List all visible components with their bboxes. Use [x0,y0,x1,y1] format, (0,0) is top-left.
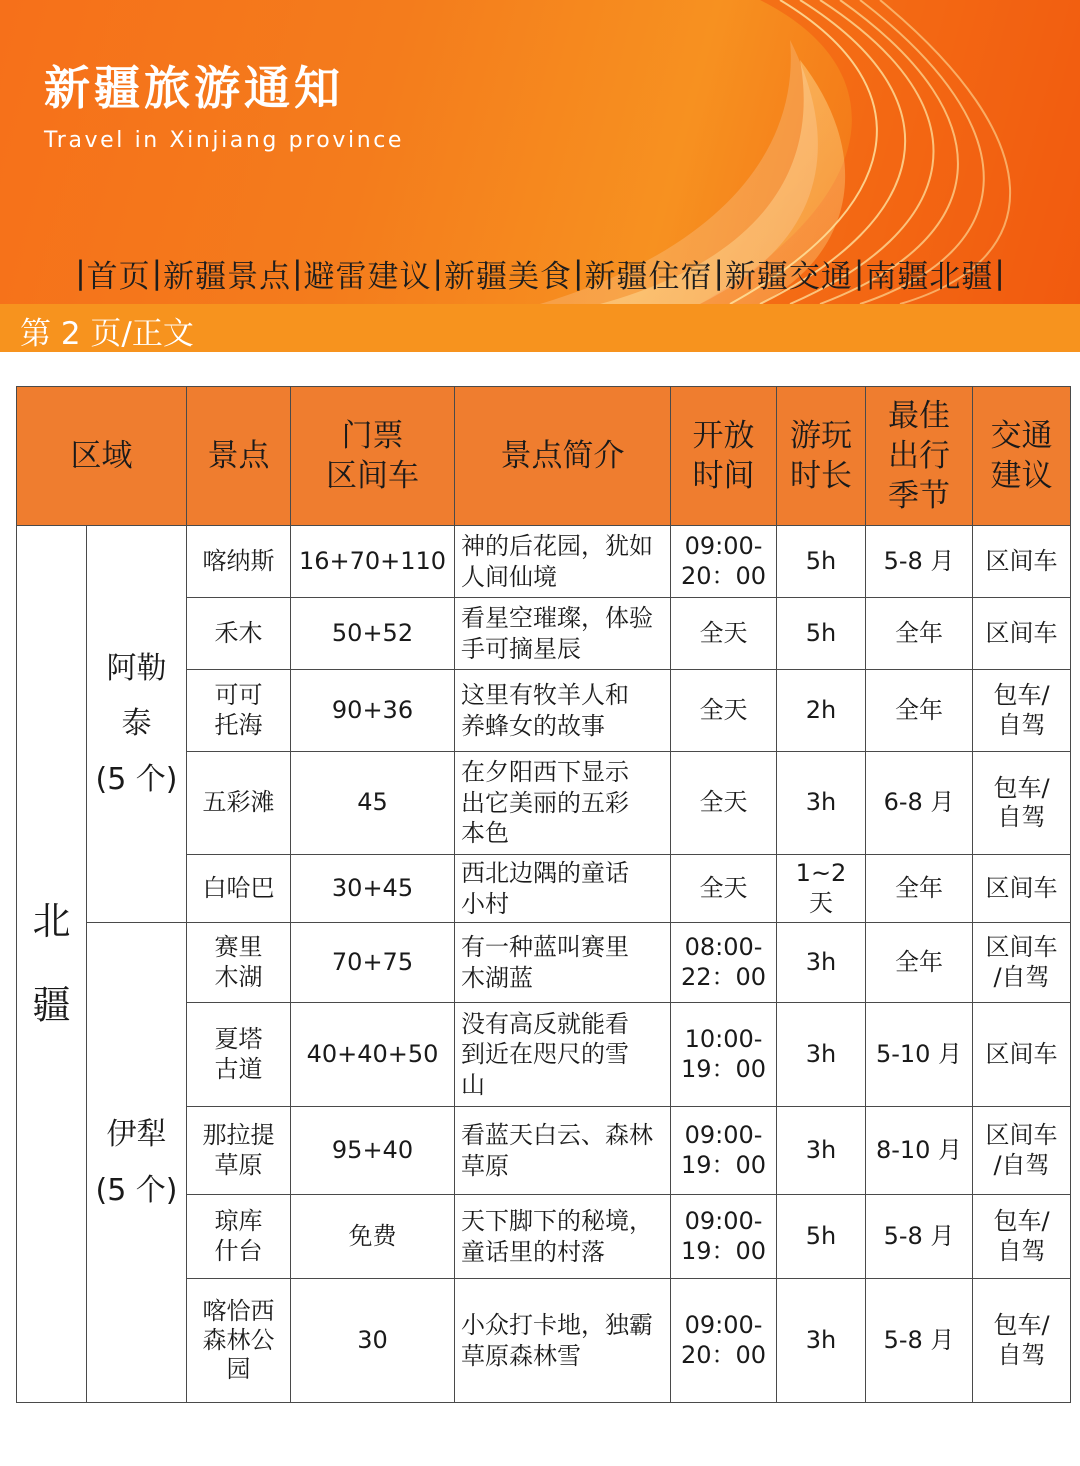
spot-intro: 西北边隅的童话 小村 [455,855,671,923]
ticket-price: 70+75 [291,923,455,1003]
transport-advice: 区间车 [973,1003,1071,1107]
spot-name: 喀恰西 森林公 园 [187,1279,291,1403]
best-season: 5-10 月 [866,1003,973,1107]
open-hours: 全天 [671,598,777,670]
open-hours: 09:00- 20：00 [671,526,777,598]
nav-separator: | [75,255,86,291]
nav-link-transport[interactable]: 新疆交通 [724,258,853,295]
transport-advice: 包车/ 自驾 [973,752,1071,855]
nav-link-south-north[interactable]: 南疆北疆 [865,258,994,295]
area-altay: 阿勒 泰 (5 个) [87,526,187,923]
best-season: 5-8 月 [866,1279,973,1403]
spot-name: 白哈巴 [187,855,291,923]
nav-bar [0,248,1080,298]
transport-advice: 包车/ 自驾 [973,670,1071,752]
nav-separator: | [432,255,443,291]
nav-link-lodging[interactable]: 新疆住宿 [584,258,713,295]
visit-duration: 3h [777,1107,866,1195]
transport-advice: 区间车 [973,855,1071,923]
spot-intro: 神的后花园，犹如 人间仙境 [455,526,671,598]
ticket-price: 16+70+110 [291,526,455,598]
ticket-price: 90+36 [291,670,455,752]
visit-duration: 5h [777,1195,866,1279]
best-season: 全年 [866,598,973,670]
transport-advice: 包车/ 自驾 [973,1195,1071,1279]
best-season: 全年 [866,670,973,752]
spot-intro: 看星空璀璨，体验 手可摘星辰 [455,598,671,670]
transport-advice: 区间车 /自驾 [973,1107,1071,1195]
header-region: 区域 [17,387,187,526]
open-hours: 全天 [671,670,777,752]
spot-name: 夏塔 古道 [187,1003,291,1107]
page-indicator: 第 2 页/正文 [20,316,194,352]
spot-name: 那拉提 草原 [187,1107,291,1195]
region-north-xinjiang: 北 疆 [17,526,87,1403]
nav-separator: | [292,255,303,291]
ticket-price: 40+40+50 [291,1003,455,1107]
best-season: 全年 [866,855,973,923]
spot-intro: 在夕阳西下显示 出它美丽的五彩 本色 [455,752,671,855]
nav-separator: | [853,255,865,291]
open-hours: 09:00- 19：00 [671,1107,777,1195]
visit-duration: 1~2 天 [777,855,866,923]
spot-name: 五彩滩 [187,752,291,855]
nav-link-home[interactable]: 首页 [86,258,151,295]
visit-duration: 3h [777,1003,866,1107]
open-hours: 全天 [671,752,777,855]
best-season: 6-8 月 [866,752,973,855]
visit-duration: 5h [777,526,866,598]
header-transport: 交通 建议 [973,387,1071,526]
transport-advice: 包车/ 自驾 [973,1279,1071,1403]
open-hours: 09:00- 19：00 [671,1195,777,1279]
ticket-price: 45 [291,752,455,855]
open-hours: 10:00- 19：00 [671,1003,777,1107]
spot-intro: 有一种蓝叫赛里 木湖蓝 [455,923,671,1003]
spot-intro: 小众打卡地，独霸 草原森林雪 [455,1279,671,1403]
header-ticket: 门票 区间车 [291,387,455,526]
page-indicator-bar [0,304,1080,352]
visit-duration: 3h [777,923,866,1003]
spot-name: 赛里 木湖 [187,923,291,1003]
visit-duration: 3h [777,1279,866,1403]
nav-separator: | [151,255,163,291]
transport-advice: 区间车 [973,526,1071,598]
open-hours: 08:00- 22：00 [671,923,777,1003]
visit-duration: 2h [777,670,866,752]
header-duration: 游玩 时长 [777,387,866,526]
ticket-price: 95+40 [291,1107,455,1195]
header-season: 最佳 出行 季节 [866,387,973,526]
table-row [17,923,1071,1003]
table-header-row [17,387,1071,526]
nav-separator: | [994,255,1005,291]
visit-duration: 3h [777,752,866,855]
transport-advice: 区间车 /自驾 [973,923,1071,1003]
visit-duration: 5h [777,598,866,670]
best-season: 全年 [866,923,973,1003]
table-row [17,526,1071,598]
spot-intro: 这里有牧羊人和 养蜂女的故事 [455,670,671,752]
nav-separator: | [713,255,724,291]
nav-link-food[interactable]: 新疆美食 [444,258,572,295]
ticket-price: 免费 [291,1195,455,1279]
best-season: 5-8 月 [866,526,973,598]
open-hours: 全天 [671,855,777,923]
ticket-price: 30 [291,1279,455,1403]
attractions-table [16,386,1071,1403]
spot-name: 喀纳斯 [187,526,291,598]
spot-intro: 没有高反就能看 到近在咫尺的雪 山 [455,1003,671,1107]
area-ili: 伊犁 (5 个) [87,923,187,1403]
page-title: 新疆旅游通知 [44,61,344,115]
ticket-price: 30+45 [291,855,455,923]
spot-name: 琼库 什台 [187,1195,291,1279]
nav-separator: | [573,255,584,291]
header-hours: 开放 时间 [671,387,777,526]
nav-link-attractions[interactable]: 新疆景点 [163,258,292,295]
transport-advice: 区间车 [973,598,1071,670]
open-hours: 09:00- 20：00 [671,1279,777,1403]
spot-intro: 天下脚下的秘境， 童话里的村落 [455,1195,671,1279]
spot-name: 禾木 [187,598,291,670]
ticket-price: 50+52 [291,598,455,670]
header-intro: 景点简介 [455,387,671,526]
header-spot: 景点 [187,387,291,526]
best-season: 5-8 月 [866,1195,973,1279]
nav-link-pitfalls[interactable]: 避雷建议 [303,258,432,295]
page-subtitle: Travel in Xinjiang province [44,128,405,153]
spot-intro: 看蓝天白云、森林 草原 [455,1107,671,1195]
best-season: 8-10 月 [866,1107,973,1195]
spot-name: 可可 托海 [187,670,291,752]
